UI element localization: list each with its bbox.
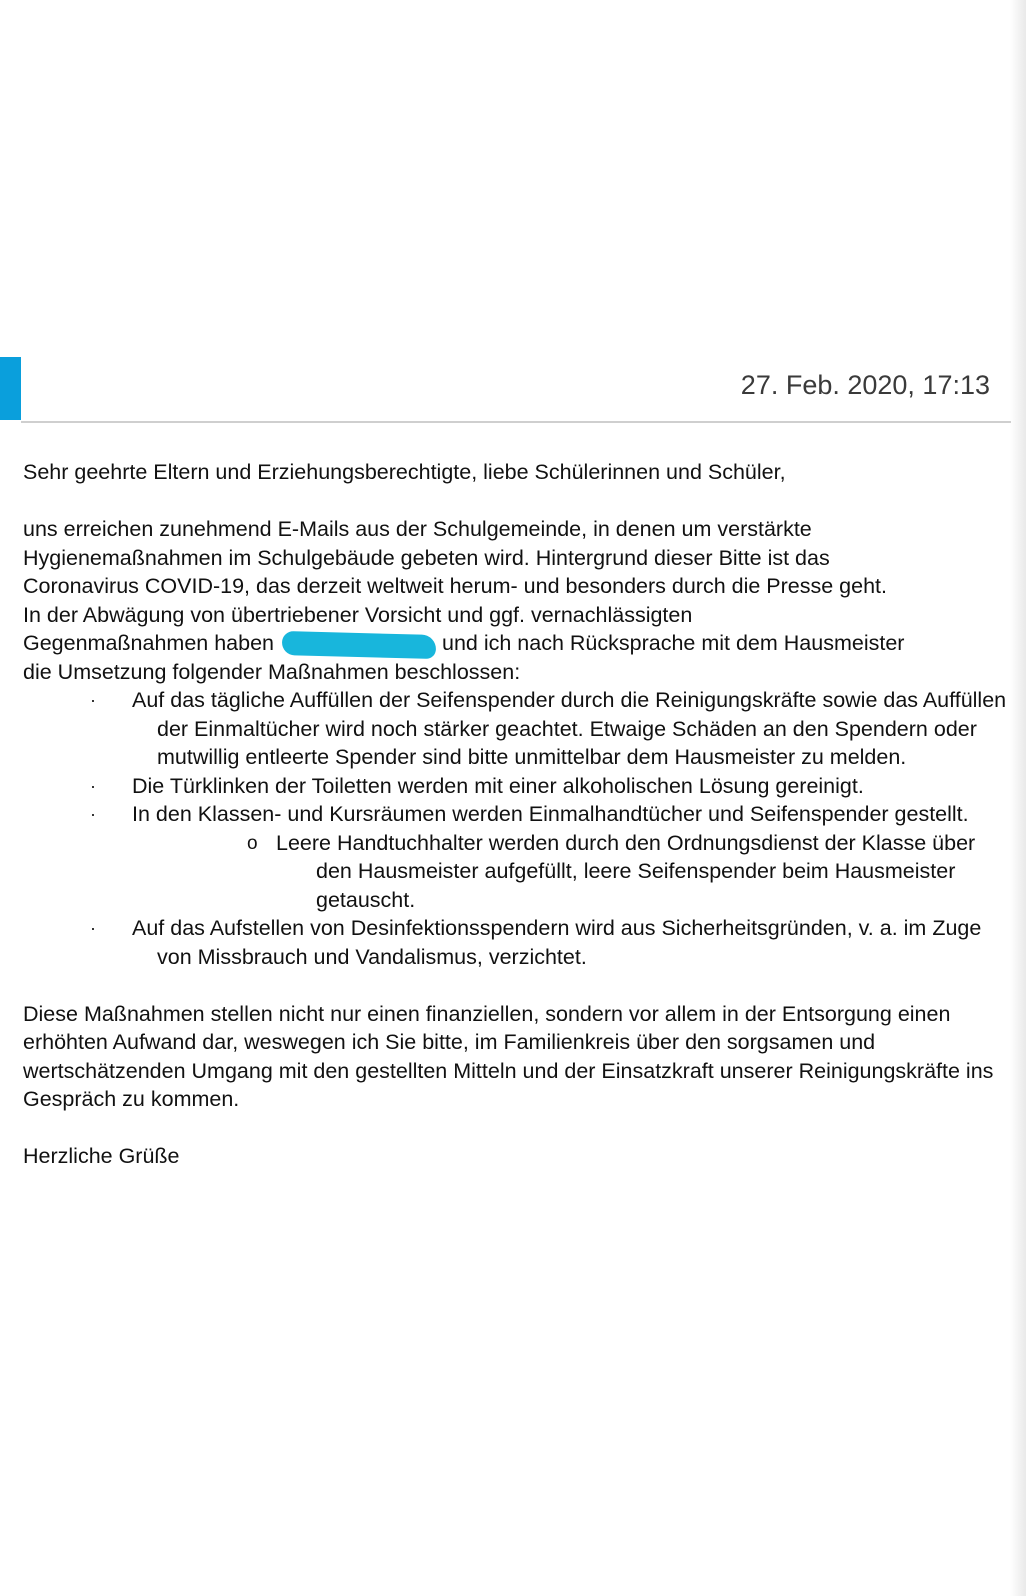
redaction-mark bbox=[282, 632, 436, 654]
right-edge-shadow bbox=[1010, 0, 1026, 1596]
header-divider bbox=[21, 421, 1011, 423]
intro-line: uns erreichen zunehmend E-Mails aus der Schulgemeinde, in denen um verstärkte bbox=[23, 517, 812, 541]
list-item bbox=[23, 686, 1008, 772]
sub-list bbox=[157, 829, 1008, 915]
intro-line: die Umsetzung folgender Maßnahmen beschlossen: bbox=[23, 659, 521, 684]
email-greeting: Sehr geehrte Eltern und Erziehungsberechtigte, liebe Schülerinnen und Schüler, bbox=[23, 460, 786, 484]
bullet-dot-icon: · bbox=[90, 690, 96, 710]
email-body bbox=[23, 458, 1008, 1171]
sub-list-item-text: Leere Handtuchhalter werden durch den Ordnungsdienst der Klasse über den Hausmeister aufgefüllt, leere Seifenspender beim Hausmeister getauscht. bbox=[276, 830, 976, 912]
list-item bbox=[23, 772, 1008, 801]
list-item bbox=[23, 914, 1008, 971]
email-signoff: Herzliche Grüße bbox=[23, 1144, 180, 1168]
intro-line: In der Abwägung von übertriebener Vorsicht und ggf. vernachlässigten bbox=[23, 602, 693, 627]
measures-list bbox=[23, 686, 1008, 971]
intro-line: Coronavirus COVID-19, das derzeit weltweit herum- und besonders durch die Presse geht. bbox=[23, 574, 887, 598]
circle-bullet-icon: o bbox=[247, 832, 258, 854]
paragraph-gap bbox=[23, 487, 1008, 516]
intro-line-redacted bbox=[23, 629, 1008, 658]
message-timestamp: 27. Feb. 2020, 17:13 bbox=[740, 370, 990, 400]
bullet-dot-icon: · bbox=[90, 804, 96, 824]
bullet-dot-icon: · bbox=[90, 775, 96, 796]
sub-list-item bbox=[48, 829, 1008, 915]
intro-line: Hygienemaßnahmen im Schulgebäude gebeten wird. Hintergrund dieser Bitte ist das bbox=[23, 545, 830, 570]
list-item-text: Auf das Aufstellen von Desinfektionsspendern wird aus Sicherheitsgründen, v. a. im Zuge von Missbrauch und Vandalismus, verzichtet. bbox=[132, 916, 982, 969]
list-item-text: In den Klassen- und Kursräumen werden Einmalhandtücher und Seifenspender gestellt. bbox=[132, 802, 969, 826]
message-accent-bar bbox=[0, 357, 21, 420]
list-item-text: Auf das tägliche Auffüllen der Seifenspender durch die Reinigungskräfte sowie das Auffüllen der Einmaltücher wird noch stärker geachtet. Etwaige Schäden an den Spendern oder mutwillig entleerte Spender sind bitte unmittelbar dem Hausmeister zu melden. bbox=[132, 688, 1007, 769]
paragraph-gap bbox=[23, 1114, 1008, 1143]
list-item bbox=[23, 800, 1008, 914]
closing-paragraph: Diese Maßnahmen stellen nicht nur einen finanziellen, sondern vor allem in der Entsorgung einen erhöhten Aufwand dar, weswegen ich Sie bitte, im Familienkreis über den sorgsamen und wertschätzenden Umgang mit den gestellten Mitteln und der Einsatzkraft unserer Reinigungskräfte ins Gespräch zu kommen. bbox=[23, 1001, 994, 1111]
intro-text-before-redaction: Gegenmaßnahmen haben bbox=[23, 631, 275, 655]
bullet-dot-icon: · bbox=[90, 918, 96, 938]
intro-text-after-redaction: und ich nach Rücksprache mit dem Hausmeister bbox=[441, 631, 905, 655]
list-item-text: Die Türklinken der Toiletten werden mit einer alkoholischen Lösung gereinigt. bbox=[132, 773, 864, 798]
paragraph-gap bbox=[23, 971, 1008, 1000]
